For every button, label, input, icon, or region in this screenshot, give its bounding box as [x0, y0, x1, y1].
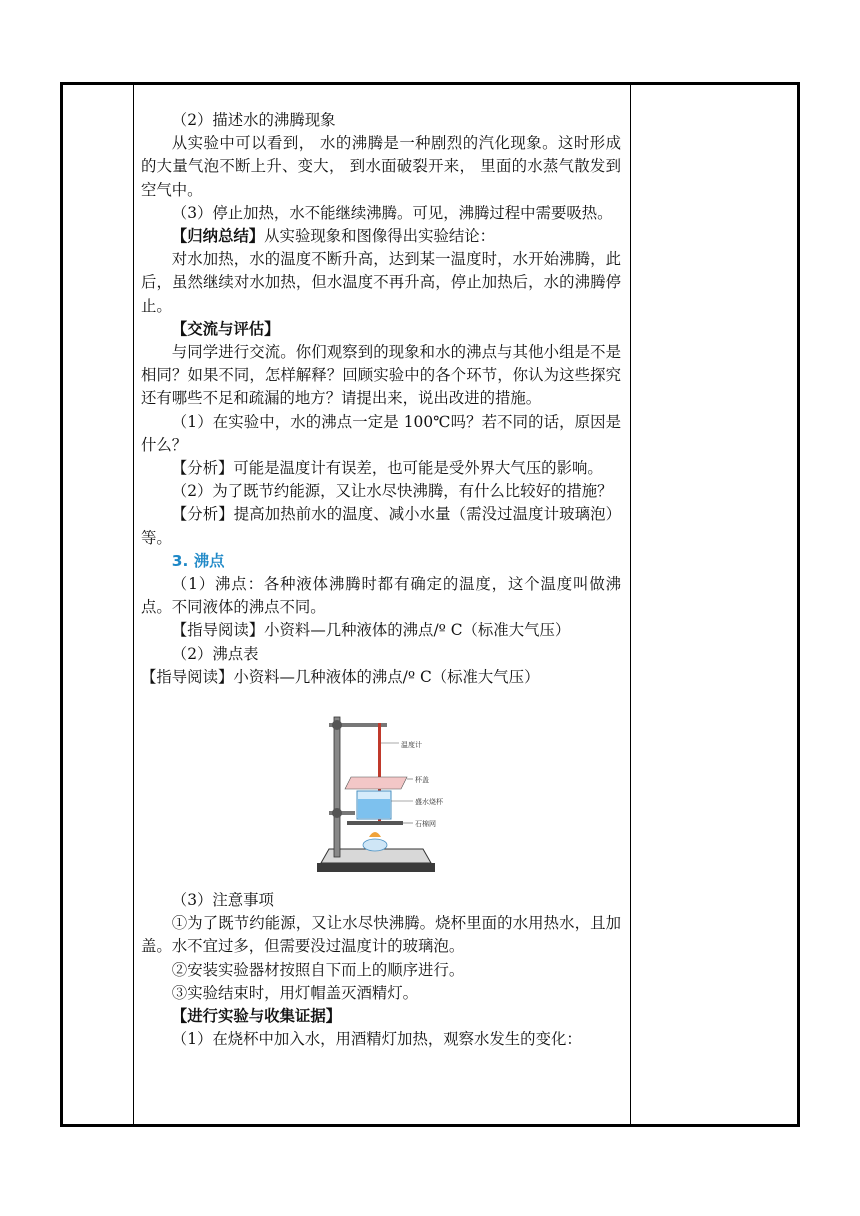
section-heading: 【交流与评估】 [171, 319, 280, 338]
paragraph: （2）描述水的沸腾现象 [171, 111, 336, 129]
section-heading: 【进行实验与收集证据】 [171, 1007, 342, 1026]
paragraph: （1）在实验中，水的沸点一定是 100℃吗？若不同的话，原因是什么？ [141, 412, 621, 454]
paragraph-text: 从实验现象和图像得出实验结论： [264, 227, 496, 246]
paragraph: 【分析】提高加热前水的温度、减小水量（需没过温度计玻璃泡）等。 [141, 505, 621, 547]
paragraph: （3）停止加热，水不能继续沸腾。可见，沸腾过程中需要吸热。 [171, 203, 613, 222]
paragraph: 【分析】可能是温度计有误差，也可能是受外界大气压的影响。 [171, 459, 603, 478]
paragraph: 【指导阅读】小资料—几种液体的沸点/º C（标准大气压） [141, 667, 540, 686]
lesson-content [141, 109, 621, 1052]
section-heading: 【归纳总结】 [171, 227, 265, 246]
paragraph: 对水加热，水的温度不断升高，达到某一温度时，水开始沸腾，此后，虽然继续对水加热，但水温度不再升高，停止加热后，水的沸腾停止。 [141, 250, 621, 315]
paragraph: （3）注意事项 [171, 891, 274, 910]
label-lid: 杯盖 [415, 776, 429, 785]
paragraph: （1）在烧杯中加入水，用酒精灯加热，观察水发生的变化： [171, 1030, 582, 1049]
label-mesh: 石棉网 [415, 820, 436, 829]
label-beaker: 盛水烧杯 [415, 798, 443, 807]
paragraph: 【指导阅读】小资料—几种液体的沸点/º C（标准大气压） [171, 621, 571, 640]
summary-paragraph [141, 225, 621, 248]
paragraph: ①为了既节约能源，又让水尽快沸腾。烧杯里面的水用热水，且加盖。水不宜过多，但需要没过温度计的玻璃泡。 [141, 914, 621, 956]
table-column-divider-right [630, 85, 631, 1124]
table-column-divider-left [133, 85, 134, 1124]
lesson-table [60, 82, 800, 1127]
experiment-apparatus-figure [141, 703, 621, 883]
label-thermometer: 温度计 [401, 741, 422, 750]
apparatus-diagram [311, 703, 481, 883]
paragraph: 从实验中可以看到， 水的沸腾是一种剧烈的汽化现象。这时形成的大量气泡不断上升、变大， 到水面破裂开来， 里面的水蒸气散发到空气中。 [141, 134, 621, 199]
paragraph: 与同学进行交流。你们观察到的现象和水的沸点与其他小组是不是相同？如果不同，怎样解释？回顾实验中的各个环节，你认为这些探究还有哪些不足和疏漏的地方？请提出来，说出改进的措施。 [141, 343, 621, 408]
section-number-heading: 3. 沸点 [171, 551, 225, 570]
paragraph: ③实验结束时，用灯帽盖灭酒精灯。 [171, 983, 419, 1002]
paragraph: ②安装实验器材按照自下而上的顺序进行。 [171, 960, 465, 979]
paragraph: （1）沸点：各种液体沸腾时都有确定的温度，这个温度叫做沸点。不同液体的沸点不同。 [141, 575, 621, 617]
paragraph: （2）为了既节约能源，又让水尽快沸腾，有什么比较好的措施？ [171, 482, 613, 501]
paragraph: （2）沸点表 [171, 644, 259, 663]
